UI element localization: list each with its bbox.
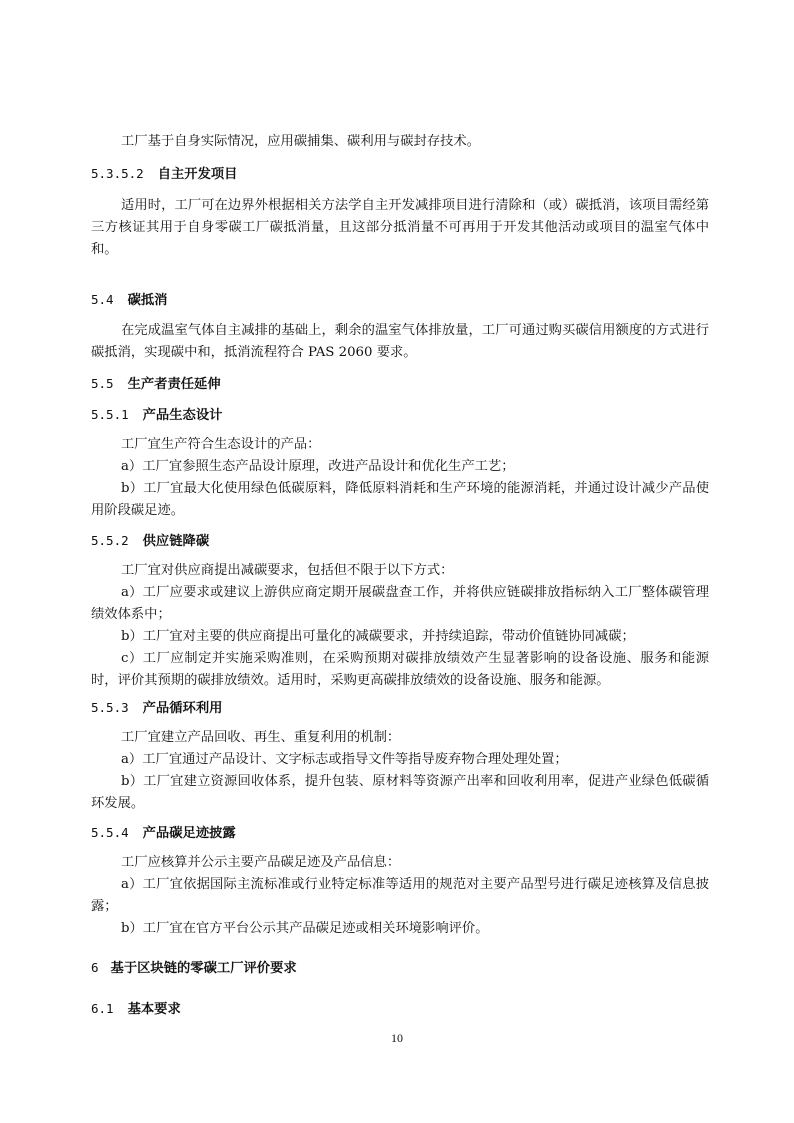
section-heading-6-1 <box>91 998 709 1021</box>
section-title: 碳抵消 <box>127 293 168 308</box>
paragraph: 工厂宜生产符合生态设计的产品： <box>121 437 321 452</box>
page-number: 10 <box>391 1031 403 1045</box>
section-title: 基本要求 <box>127 1002 181 1017</box>
section-title: 供应链降碳 <box>142 534 210 549</box>
list-item: a）工厂宜依据国际主流标准或行业特定标准等适用的规范对主要产品型号进行碳足迹核算及信息披露； <box>91 877 709 914</box>
section-heading-5-5-3 <box>91 697 709 720</box>
list-item: a）工厂宜通过产品设计、文字标志或指导文件等指导废弃物合理处理处置； <box>121 752 568 767</box>
list-item: b）工厂宜对主要的供应商提出可量化的减碳要求，并持续追踪，带动价值链协同减碳； <box>121 629 635 644</box>
paragraph: 适用时，工厂可在边界外根据相关方法学自主开发减排项目进行清除和（或）碳抵消，该项目需经第三方核证其用于自身零碳工厂碳抵消量，且这部分抵消量不可再用于开发其他活动或项目的温室气体中和。 <box>91 198 709 257</box>
list-item: a）工厂宜参照生态产品设计原理，改进产品设计和优化生产工艺； <box>121 459 515 474</box>
section-title: 生产者责任延伸 <box>127 377 221 392</box>
list-item: b）工厂宜最大化使用绿色低碳原料，降低原料消耗和生产环境的能源消耗，并通过设计减少产品使用阶段碳足迹。 <box>91 481 709 518</box>
section-number: 5.3.5.2 <box>91 166 144 181</box>
section-number: 5.5.1 <box>91 407 129 422</box>
section-title: 自主开发项目 <box>157 167 238 182</box>
section-heading-5-5-4 <box>91 822 709 845</box>
section-title: 产品生态设计 <box>142 408 223 423</box>
section-title: 产品循环利用 <box>142 701 223 716</box>
paragraph: 工厂基于自身实际情况，应用碳捕集、碳利用与碳封存技术。 <box>121 134 481 149</box>
list-item: b）工厂宜建立资源回收体系，提升包装、原材料等资源产出率和回收利用率，促进产业绿色低碳循环发展。 <box>91 774 709 811</box>
section-heading-6 <box>91 957 709 980</box>
section-title: 产品碳足迹披露 <box>142 826 236 841</box>
section-heading-5-4 <box>91 289 709 312</box>
list-item: b）工厂宜在官方平台公示其产品碳足迹或相关环境影响评价。 <box>121 921 489 936</box>
section-number: 6 <box>91 960 99 975</box>
section-title: 基于区块链的零碳工厂评价要求 <box>110 961 297 976</box>
section-heading-5-5 <box>91 373 709 396</box>
paragraph: 工厂宜建立产品回收、再生、重复利用的机制： <box>121 730 401 745</box>
list-item: a）工厂应要求或建议上游供应商定期开展碳盘查工作，并将供应链碳排放指标纳入工厂整体碳管理绩效体系中； <box>91 585 709 622</box>
section-heading-5-5-1 <box>91 404 709 427</box>
section-number: 5.5.2 <box>91 533 129 548</box>
section-number: 5.5.3 <box>91 700 129 715</box>
section-number: 5.5 <box>91 376 114 391</box>
section-number: 5.4 <box>91 292 114 307</box>
section-number: 6.1 <box>91 1001 114 1016</box>
section-heading-5-5-2 <box>91 530 709 553</box>
section-number: 5.5.4 <box>91 825 129 840</box>
paragraph: 工厂应核算并公示主要产品碳足迹及产品信息： <box>121 855 401 870</box>
section-heading-5-3-5-2 <box>91 163 709 186</box>
paragraph: 工厂宜对供应商提出减碳要求，包括但不限于以下方式： <box>121 563 454 578</box>
list-item: c）工厂应制定并实施采购准则，在采购预期对碳排放绩效产生显著影响的设备设施、服务和能源时，评价其预期的碳排放绩效。适用时，采购更高碳排放绩效的设备设施、服务和能源。 <box>91 651 709 688</box>
paragraph: 在完成温室气体自主减排的基础上，剩余的温室气体排放量，工厂可通过购买碳信用额度的方式进行碳抵消，实现碳中和，抵消流程符合 PAS 2060 要求。 <box>91 323 709 360</box>
